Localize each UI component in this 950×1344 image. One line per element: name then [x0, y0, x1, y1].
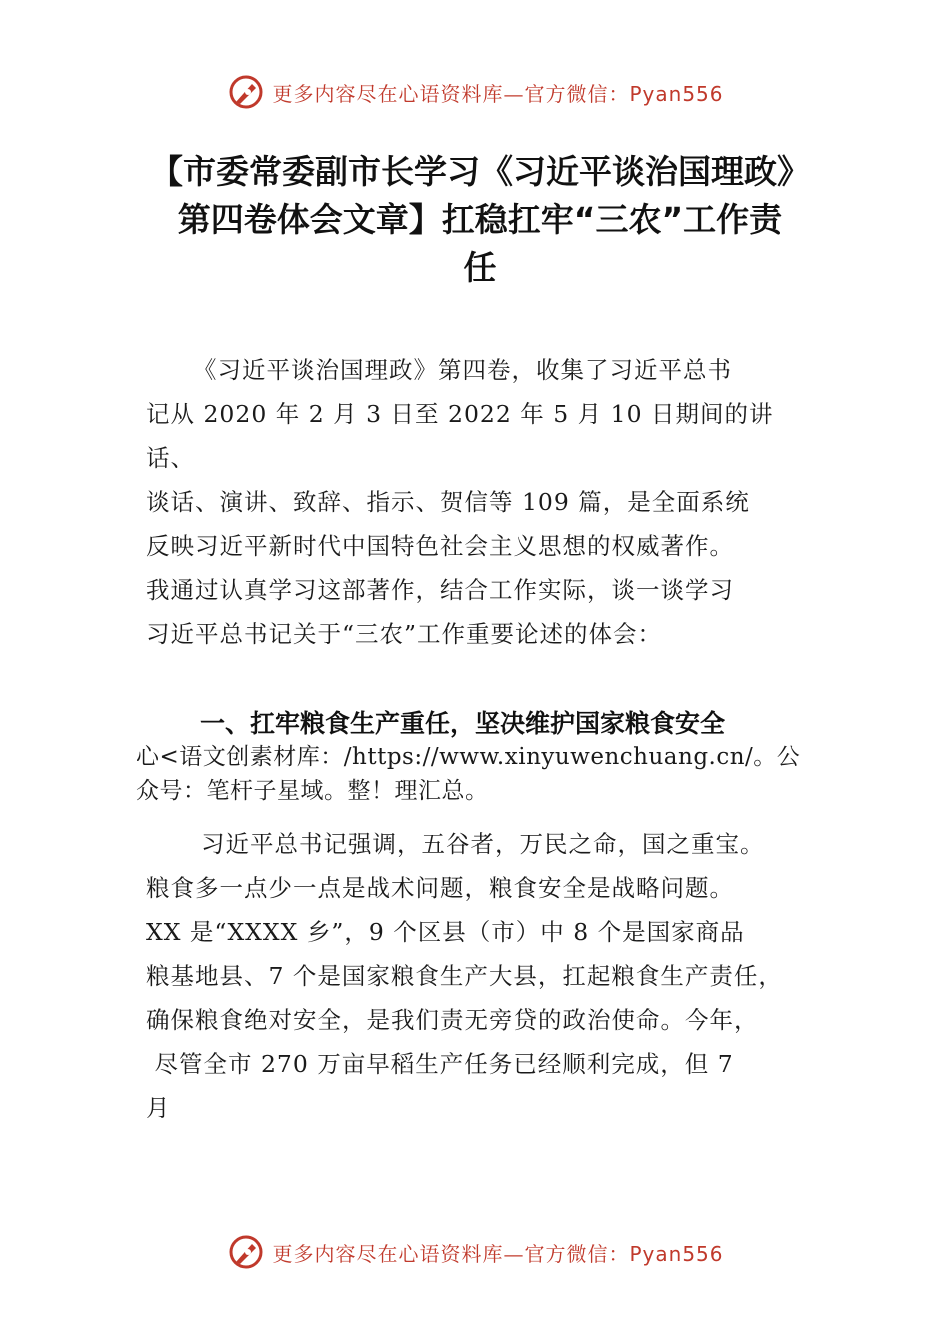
- paragraph-line: XX 是“XXXX 乡”，9 个区县（市）中 8 个是国家商品: [146, 918, 745, 946]
- banner-wechat-label: 官方微信：: [524, 1241, 630, 1266]
- paragraph-line: 习近平总书记强调，五谷者，万民之命，国之重宝。: [201, 830, 765, 858]
- title-line: 第四卷体会文章】扛稳扛牢“三农”工作责: [177, 200, 783, 239]
- intro-paragraph: [146, 348, 826, 656]
- paragraph-line: 记从 2020 年 2 月 3 日至 2022 年 5 月 10 日期间的讲: [146, 400, 774, 428]
- section-heading: 一、扛牢粮食生产重任，坚决维护国家粮食安全: [200, 709, 726, 738]
- pen-nib-logo-icon: [226, 72, 266, 112]
- paragraph-line: 习近平总书记关于“三农”工作重要论述的体会：: [146, 620, 663, 648]
- footer-banner: [0, 1230, 950, 1274]
- banner-slogan: 更多内容尽在心语资料库: [272, 81, 504, 106]
- paragraph-line: 我通过认真学习这部著作，结合工作实际，谈一谈学习: [146, 576, 734, 604]
- banner-separator: —: [503, 81, 525, 106]
- paragraph-line: 确保粮食绝对安全，是我们责无旁贷的政治使命。今年，: [146, 1006, 759, 1034]
- document-title: [120, 148, 840, 292]
- title-line: 任: [463, 248, 497, 287]
- title-line: 【市委常委副市长学习《习近平谈治国理政》: [150, 152, 810, 191]
- banner-text: [272, 1238, 723, 1267]
- banner-text: [272, 78, 723, 107]
- banner-slogan: 更多内容尽在心语资料库: [272, 1241, 504, 1266]
- banner-wechat-id: Pyan556: [629, 81, 724, 106]
- section-body-paragraph: [146, 822, 826, 1130]
- banner-separator: —: [503, 1241, 525, 1266]
- paragraph-line: 尽管全市 270 万亩早稻生产任务已经顺利完成，但 7: [146, 1050, 734, 1078]
- source-note: [136, 740, 856, 808]
- source-line: 众号：笔杆子星域。整！理汇总。: [136, 778, 489, 804]
- paragraph-line: 话、: [146, 444, 195, 472]
- banner-wechat-label: 官方微信：: [524, 81, 630, 106]
- source-line: 心<语文创素材库：/https://www.xinyuwenchuang.cn/。公: [136, 744, 801, 770]
- banner-wechat-id: Pyan556: [629, 1241, 724, 1266]
- header-banner: [0, 70, 950, 114]
- paragraph-line: 粮食多一点少一点是战术问题，粮食安全是战略问题。: [146, 874, 734, 902]
- paragraph-line: 《习近平谈治国理政》第四卷，收集了习近平总书: [193, 356, 732, 384]
- paragraph-line: 谈话、演讲、致辞、指示、贺信等 109 篇，是全面系统: [146, 488, 750, 516]
- paragraph-line: 粮基地县、7 个是国家粮食生产大县，扛起粮食生产责任，: [146, 962, 783, 990]
- paragraph-line: 月: [146, 1094, 171, 1122]
- paragraph-line: 反映习近平新时代中国特色社会主义思想的权威著作。: [146, 532, 734, 560]
- pen-nib-logo-icon: [226, 1232, 266, 1272]
